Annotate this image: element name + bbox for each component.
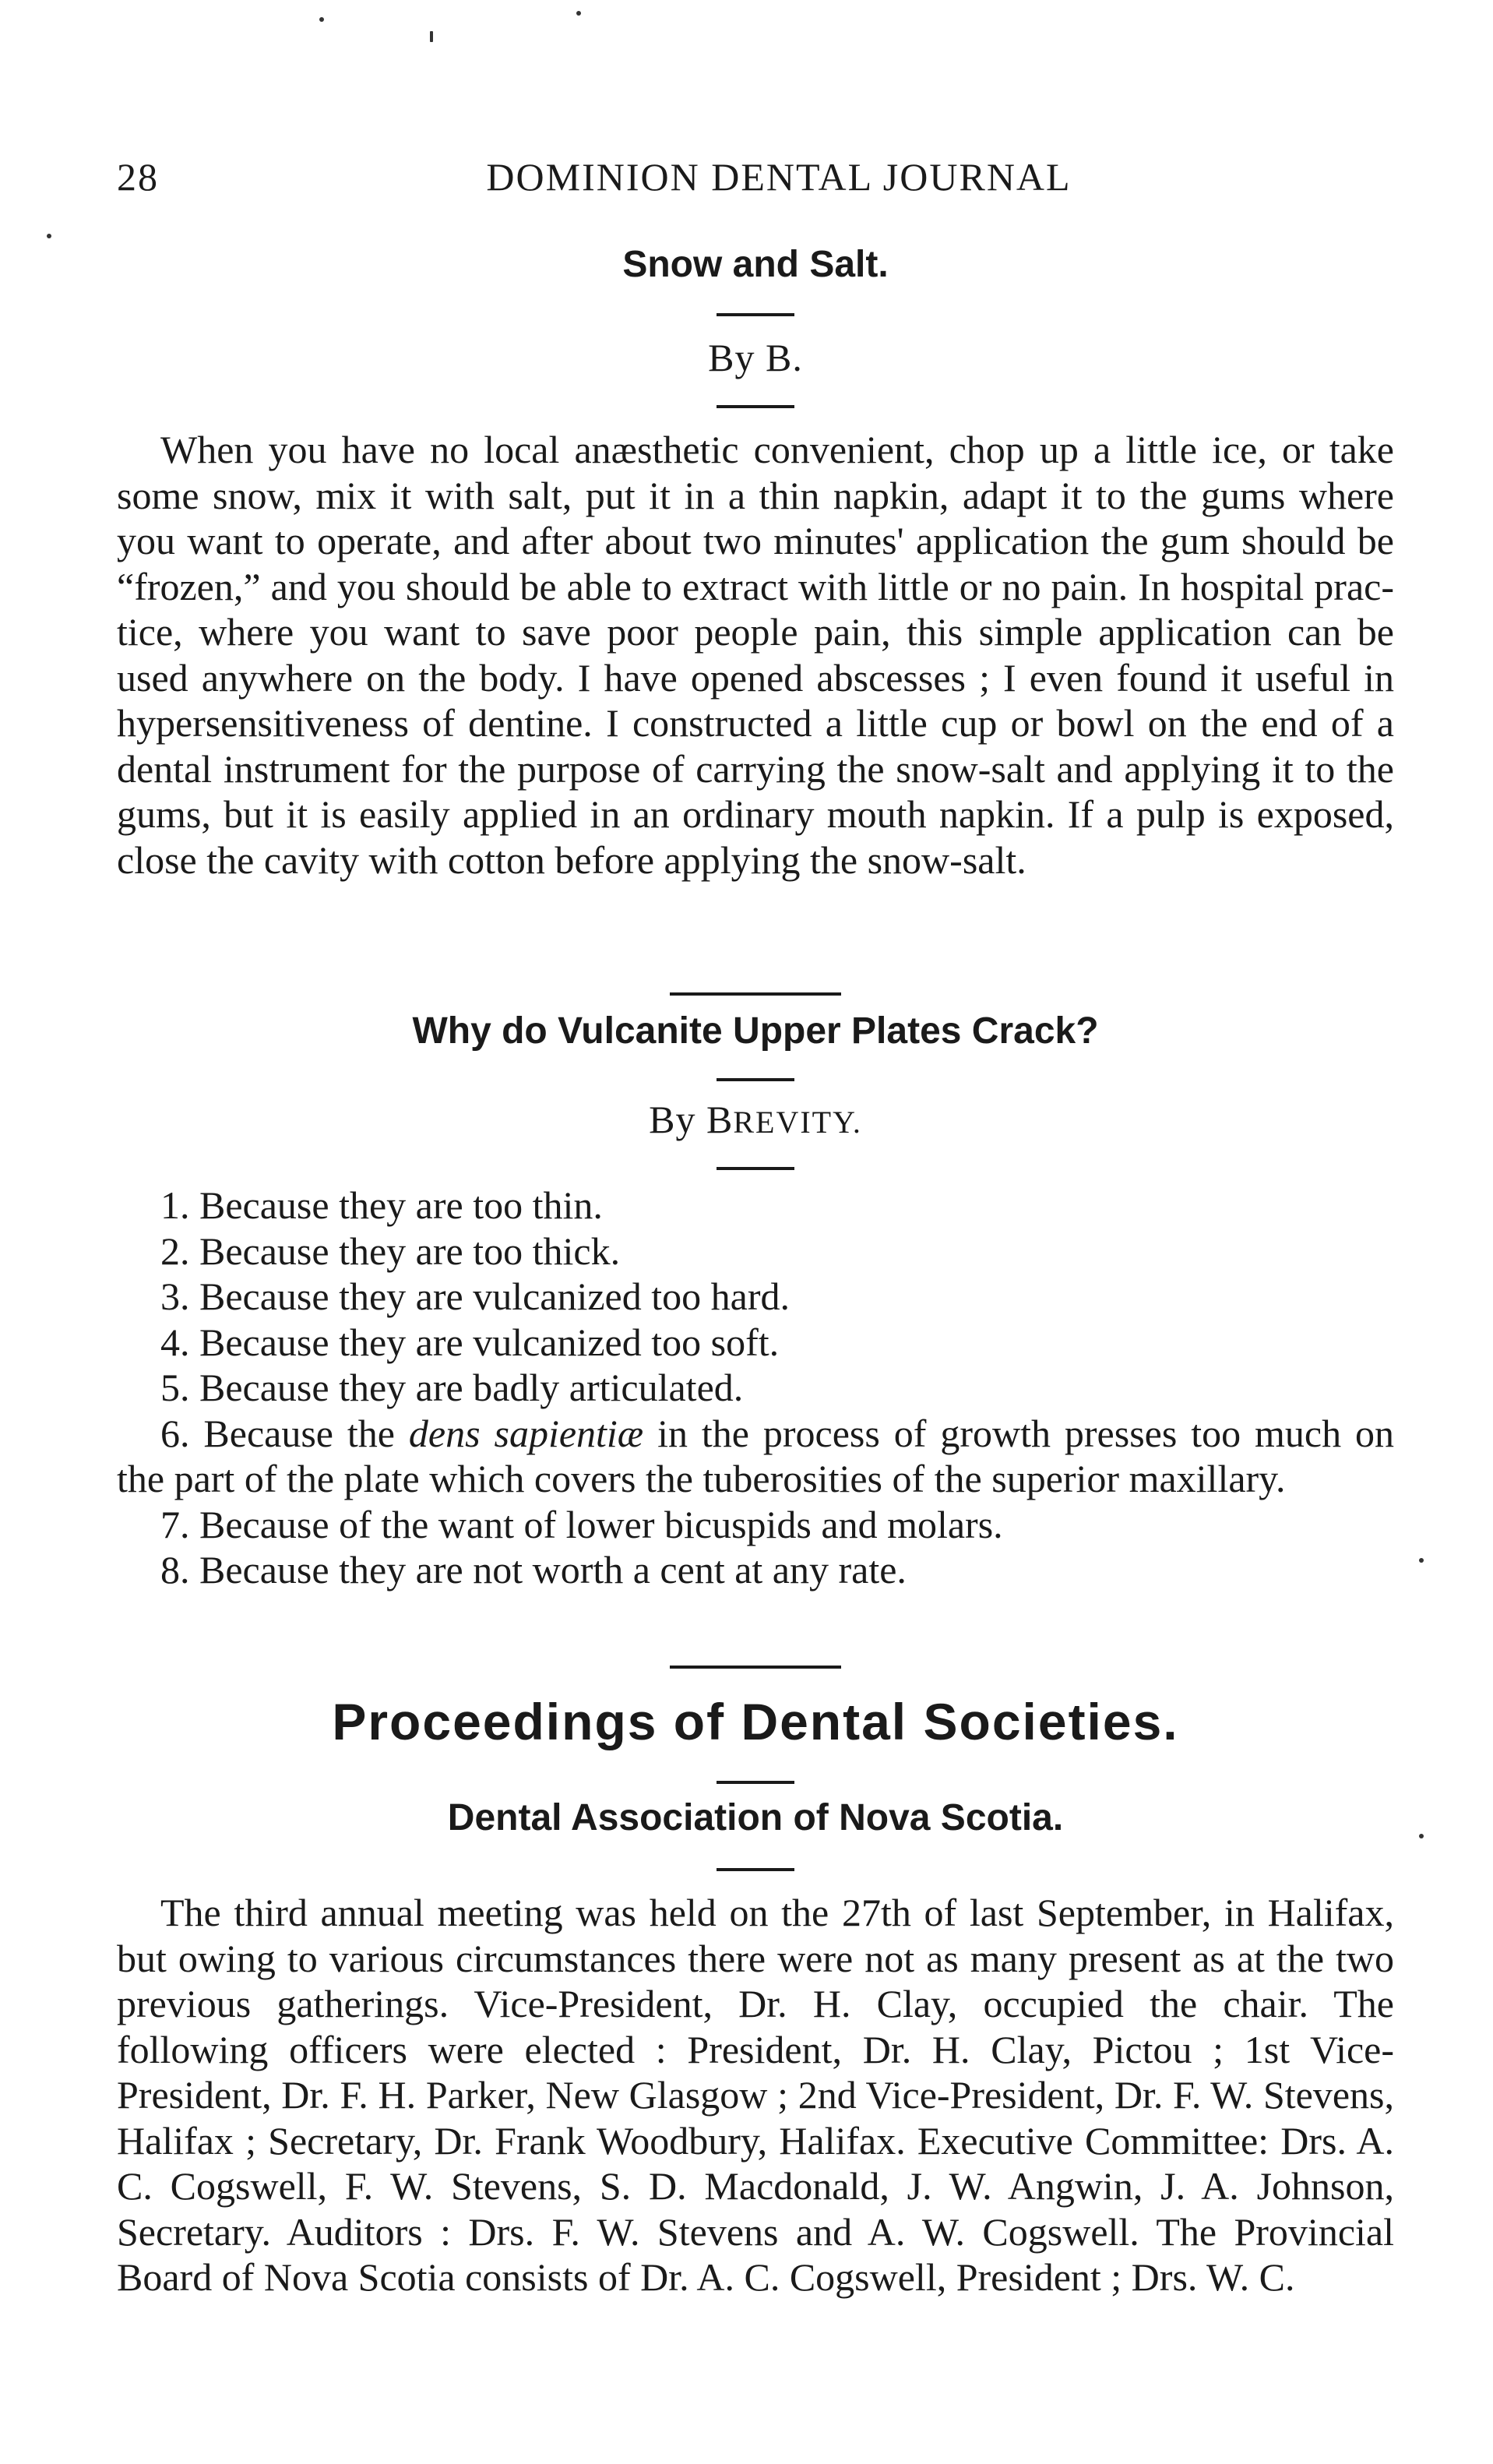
scan-speck	[47, 234, 51, 238]
scan-speck	[319, 17, 324, 22]
byline-prefix: By	[649, 1098, 696, 1141]
list-item: 8. Because they are not worth a cent at any rate.	[160, 1548, 907, 1592]
section-body: The third annual meeting was held on the 27th of last September, in Halifax, but owing to various circumstances there were not as many present as at the two previous gatherings. Vice-President, Dr. H. Clay, occupied the chair. The following officers were elected : President, Dr. H. Clay, Pictou ; 1st Vice-President, Dr. F. H. Parker, New Glasgow ; 2nd Vice-President, Dr. F. W. Stevens, Halifax ; Secretary, Dr. Frank Woodbury, Halifax. Executive Committee: Drs. A. C. Cogswell, F. W. Stevens, S. D. Macdonald, J. W. Angwin, J. A. Johnson, Secretary. Auditors : Drs. F. W. Stevens and A. W. Cogswell. The Provincial Board of Nova Scotia consists of Dr. A. C. Cogswell, President ; Drs. W. C.	[117, 1891, 1394, 2299]
page-number: 28	[117, 155, 159, 199]
list-item: 2. Because they are too thick.	[160, 1228, 621, 1273]
scan-speck	[1419, 1558, 1424, 1563]
title-rule	[717, 313, 794, 316]
list-item: 5. Because they are badly articulated.	[160, 1366, 744, 1409]
subtitle-rule	[717, 1868, 794, 1871]
list-item: 6. Because the dens sapientiæ in the process of growth presses too much on the part of the plate which covers the tuberosities of the superior maxillary.	[117, 1411, 1395, 1500]
article-byline-b: By B.	[708, 336, 803, 379]
article-byline-brevity	[117, 1097, 1394, 1142]
section-subtitle: Dental Association of Nova Scotia.	[447, 1797, 1064, 1838]
article-separator-rule	[670, 992, 841, 996]
scan-speck	[576, 11, 581, 16]
byline-rule	[717, 1167, 794, 1170]
section-title-rule	[717, 1781, 794, 1784]
list-item: 4. Because they are vulcanized too soft.	[160, 1320, 780, 1364]
journal-title: DOMINION DENTAL JOURNAL	[486, 155, 1072, 199]
article-title-snow-and-salt: Snow and Salt.	[622, 244, 889, 285]
section-title: Proceedings of Dental Societies.	[332, 1693, 1179, 1750]
scan-speck	[430, 31, 433, 42]
scan-speck	[1419, 1834, 1424, 1838]
section-separator-rule	[670, 1666, 841, 1669]
byline-name-rest: REVITY.	[733, 1105, 862, 1140]
article-title-vulcanite: Why do Vulcanite Upper Plates Crack?	[412, 1010, 1099, 1052]
journal-page	[117, 0, 1394, 2464]
title-rule	[717, 1078, 794, 1081]
article-body-snow-and-salt: When you have no local anæsthetic convenient, chop up a little ice, or take some snow, mix it with salt, put it in a thin napkin, adapt it to the gums where you want to operate, and after about two minutes' application the gum should be “frozen,” and you should be able to extract with little or no pain. In hospital practice, where you want to save poor people pain, this simple application can be used anywhere on the body. I have opened abscesses ; I even found it useful in hypersensitiveness of dentine. I constructed a little cup or bowl on the end of a dental instrument for the purpose of carrying the snow-salt and applying it to the gums, but it is easily applied in an ordinary mouth napkin. If a pulp is exposed, close the cavity with cotton before applying the snow-salt.	[117, 428, 1394, 882]
byline-rule	[717, 405, 794, 408]
running-head	[117, 154, 1394, 201]
byline-name-initial: B	[706, 1098, 734, 1141]
list-item: 3. Because they are vulcanized too hard.	[160, 1274, 790, 1318]
reasons-list	[117, 1183, 1394, 1593]
list-item: 1. Because they are too thin.	[160, 1183, 603, 1227]
latin-term: dens sapientiæ	[408, 1411, 644, 1455]
list-item: 7. Because of the want of lower bicuspids and molars.	[160, 1502, 1003, 1546]
